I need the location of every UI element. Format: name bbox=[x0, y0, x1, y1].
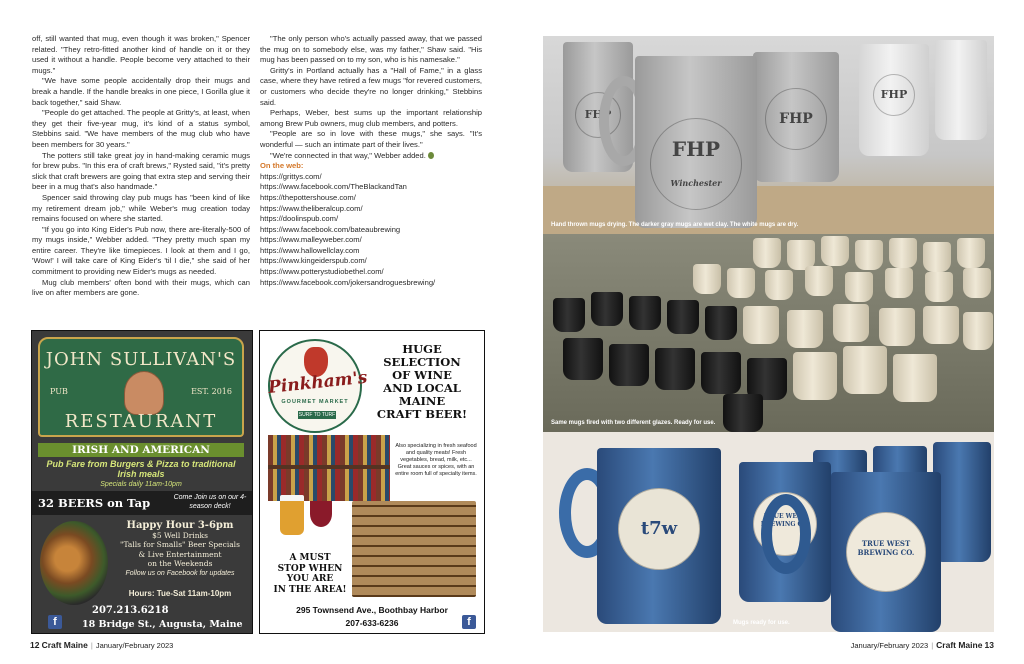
specials-text: Specials daily 11am-10pm bbox=[100, 481, 182, 488]
paragraph: Mug club members' often bond with their mugs, which can live on after members are gone. bbox=[32, 277, 250, 298]
cream-mug bbox=[843, 346, 887, 394]
article-column-2 bbox=[260, 34, 482, 288]
happy-hour-title: Happy Hour 3-6pm bbox=[126, 520, 234, 531]
white-mug bbox=[935, 40, 987, 140]
black-mug bbox=[667, 300, 699, 334]
address: 18 Bridge St., Augusta, Maine bbox=[82, 619, 243, 630]
closing-quote: "We're connected in that way," Webber added. bbox=[270, 150, 426, 160]
photo-drying-mugs bbox=[543, 36, 994, 234]
beers-bar bbox=[32, 491, 252, 515]
must-line: A MUST bbox=[289, 553, 331, 563]
cream-mug bbox=[963, 312, 993, 350]
photo-caption: Same mugs fired with two different glazes. Ready for use. bbox=[551, 420, 716, 426]
restaurant-sign bbox=[38, 337, 244, 437]
black-mug bbox=[701, 352, 741, 394]
black-mug bbox=[553, 298, 585, 332]
wine-shelf-photo bbox=[352, 501, 476, 597]
web-link[interactable]: https://www.malleyweber.com/ bbox=[260, 235, 362, 245]
hours-text: Hours: Tue-Sat 11am-10pm bbox=[128, 589, 232, 598]
irish-american-banner: IRISH AND AMERICAN bbox=[38, 443, 244, 457]
white-mug bbox=[859, 44, 929, 156]
headline-line: HUGE bbox=[402, 342, 442, 356]
headline-line: SELECTION bbox=[383, 355, 461, 369]
magazine-name: Craft Maine bbox=[936, 640, 983, 650]
page-number-right: 13 bbox=[984, 640, 994, 650]
paragraph: "The only person who's actually passed away, that we passed the mug on to somebody else, was my father," Shaw said. "His mug has been passed on to my son, who is his namesake." bbox=[260, 34, 482, 65]
restaurant-name: JOHN SULLIVAN'S bbox=[45, 349, 237, 370]
cream-mug bbox=[727, 268, 755, 298]
wine-glass-icon bbox=[310, 501, 332, 527]
end-mark-icon bbox=[428, 152, 434, 159]
paragraph: off, still wanted that mug, even though it was broken," Spencer related. "They retro-fitted another kind of handle on it or they used it without a handle. People become very attached to their mugs." bbox=[32, 34, 250, 75]
store-shelf-photo bbox=[268, 435, 390, 501]
cream-mug bbox=[889, 238, 917, 268]
mug-label bbox=[650, 118, 742, 210]
happy-line: "Talls for Smalls" Beer Specials bbox=[120, 540, 240, 549]
photo-caption: Hand thrown mugs drying. The darker gray mugs are wet clay. The white mugs are dry. bbox=[551, 222, 799, 228]
black-mug bbox=[629, 296, 661, 330]
cream-mug bbox=[855, 240, 883, 270]
winchester-text: Winchester bbox=[670, 178, 722, 188]
paragraph: "People do get attached. The people at Gritty's, at least, when they get their five-year mug, it's kind of a status symbol, Stebbins said. "We have members of the mug club who have been members for 30 years." bbox=[32, 108, 250, 149]
must-stop-text bbox=[268, 553, 352, 595]
deck-text: Come Join us on our 4-season deck! bbox=[173, 494, 247, 510]
footer-right: January/February 2023 | Craft Maine 13 bbox=[850, 640, 994, 650]
happy-hour-block bbox=[112, 521, 248, 578]
black-mug bbox=[723, 394, 763, 432]
headline-line: CRAFT BEER! bbox=[376, 407, 468, 421]
mug-label: FHP bbox=[575, 92, 621, 138]
paragraph: Gritty's in Portland actually has a "Hall of Fame," in a glass case, where they have retired a few mugs "for revered customers, or customers who decide they're no longer drinking," Stebbins said. bbox=[260, 65, 482, 107]
cream-mug bbox=[963, 268, 991, 298]
blue-mug bbox=[933, 442, 991, 562]
follow-text: Follow us on Facebook for updates bbox=[125, 569, 235, 577]
phone-number: 207-633-6236 bbox=[345, 618, 399, 628]
web-link[interactable]: https://thepottershouse.com/ bbox=[260, 192, 356, 202]
sign-pub: PUB bbox=[50, 387, 68, 396]
cream-mug bbox=[753, 238, 781, 268]
photo-glazed-mugs bbox=[543, 234, 994, 432]
ad-pinkhams bbox=[259, 330, 485, 634]
mug-label: FHP bbox=[765, 88, 827, 150]
cream-mug bbox=[805, 266, 833, 296]
web-link[interactable]: https://www.potterystudiobethel.com/ bbox=[260, 267, 384, 277]
sign-restaurant: RESTAURANT bbox=[64, 411, 218, 432]
cream-mug bbox=[743, 306, 779, 344]
cream-mug bbox=[833, 304, 869, 342]
paragraph: "People are so in love with these mugs," she says. "It's wonderful — such an intimate part of their lives." bbox=[260, 129, 482, 149]
cream-mug bbox=[845, 272, 873, 302]
mug-handle bbox=[761, 494, 811, 574]
food-photo bbox=[40, 521, 108, 605]
facebook-icon: f bbox=[48, 615, 62, 629]
web-link[interactable]: https://www.kingeiderspub.com/ bbox=[260, 256, 367, 266]
issue-date: January/February 2023 bbox=[95, 641, 174, 650]
black-mug bbox=[563, 338, 603, 380]
beers-on-tap: 32 BEERS on Tap bbox=[38, 496, 151, 510]
beer-glass-icon bbox=[280, 495, 304, 535]
cream-mug bbox=[885, 268, 913, 298]
boxer-illustration bbox=[124, 371, 164, 415]
blue-mug-truewest-front bbox=[831, 472, 941, 632]
cream-mug bbox=[957, 238, 985, 268]
must-line: STOP WHEN bbox=[277, 563, 343, 574]
black-mug bbox=[705, 306, 737, 340]
happy-line: & Live Entertainment bbox=[138, 549, 222, 559]
headline bbox=[366, 343, 478, 421]
black-mug bbox=[609, 344, 649, 386]
gourmet-market: GOURMET MARKET bbox=[281, 399, 349, 405]
cream-mug bbox=[793, 352, 837, 400]
must-line: IN THE AREA! bbox=[273, 584, 347, 595]
blue-mug-t7w bbox=[597, 448, 721, 624]
mug-label: FHP bbox=[873, 74, 915, 116]
black-mug bbox=[591, 292, 623, 326]
headline-line: AND LOCAL bbox=[383, 381, 461, 395]
happy-line: on the Weekends bbox=[147, 559, 213, 568]
page-number-left: 12 bbox=[30, 640, 40, 650]
ad-john-sullivans bbox=[31, 330, 253, 634]
cream-mug bbox=[923, 242, 951, 272]
paragraph: "If you go into King Eider's Pub now, there are-literally-500 of my mugs inside," Webber added. "They pretty much span my entire career. They're like timepieces. I look at them and I go, 'Wow!' I will take care of King Eider's 'til I die," she said of her commitment to providing new Eider's mugs as needed. bbox=[32, 224, 250, 277]
pinkhams-name: Pinkham's bbox=[267, 367, 369, 398]
cream-mug bbox=[925, 272, 953, 302]
cream-mug bbox=[693, 264, 721, 294]
t7w-label: t7w bbox=[618, 488, 700, 570]
grey-mug-front bbox=[635, 56, 757, 228]
web-link[interactable]: https://www.hallowellclay.com bbox=[260, 245, 360, 255]
paragraph: Perhaps, Weber, best sums up the important relationship among Brew Pub owners, mug club members, and potters. bbox=[260, 108, 482, 128]
truewest-label: TRUE WEST BREWING CO. bbox=[753, 492, 817, 556]
sign-est: EST. 2016 bbox=[191, 387, 232, 396]
surf-to-turf: SURF TO TURF bbox=[298, 412, 336, 418]
paragraph: Spencer said throwing clay pub mugs has "been kind of like my retirement dream job," while Weber's mug creation today remains focused on where she started. bbox=[32, 192, 250, 224]
headline-line: MAINE bbox=[398, 394, 446, 408]
issue-date: January/February 2023 bbox=[850, 641, 929, 650]
cream-mug bbox=[879, 308, 915, 346]
facebook-icon: f bbox=[462, 615, 476, 629]
cream-mug bbox=[821, 236, 849, 266]
grey-mug bbox=[753, 52, 839, 182]
pub-fare-text: Pub Fare from Burgers & Pizza to traditional Irish meals bbox=[46, 459, 236, 479]
photo-caption: Mugs ready for use. bbox=[733, 620, 790, 626]
magazine-name: Craft Maine bbox=[41, 640, 88, 650]
paragraph: "We have some people accidentally drop their mugs and break a handle. If the handle breaks in one piece, I Gorilla glue it back together," said Shaw. bbox=[32, 76, 250, 107]
also-specializing-text: Also specializing in fresh seafood and quality meats! Fresh vegetables, bread, milk, etc... Great sauces or spices, with an entire room full of specialty items. bbox=[395, 443, 477, 477]
happy-line: $5 Well Drinks bbox=[152, 530, 208, 540]
must-line: YOU ARE bbox=[286, 574, 334, 584]
paragraph bbox=[260, 151, 482, 162]
web-heading: On the web: bbox=[260, 161, 304, 171]
fhp-text: FHP bbox=[671, 137, 721, 161]
cream-mug bbox=[765, 270, 793, 300]
photo-blue-mugs bbox=[543, 432, 994, 632]
web-link[interactable]: https://doolinspub.com/ bbox=[260, 214, 339, 224]
black-mug bbox=[655, 348, 695, 390]
address: 295 Townsend Ave., Boothbay Harbor bbox=[296, 605, 448, 615]
web-link[interactable]: https://www.theliberalcup.com/ bbox=[260, 203, 363, 213]
web-link[interactable]: https://www.facebook.com/jokersandroguesbrewing/ bbox=[260, 277, 436, 287]
pinkhams-logo bbox=[267, 339, 369, 433]
article-column-1 bbox=[32, 34, 250, 299]
web-link[interactable]: https://www.facebook.com/bateaubrewing bbox=[260, 224, 401, 234]
web-link[interactable]: https://www.facebook.com/TheBlackandTan bbox=[260, 182, 407, 192]
web-link[interactable]: https://grittys.com/ bbox=[260, 171, 322, 181]
phone-number: 207.213.6218 bbox=[92, 605, 169, 616]
headline-line: OF WINE bbox=[392, 368, 452, 382]
paragraph: The potters still take great joy in hand-making ceramic mugs for brew pubs. "In this era of craft brews," Rysted said, "it's pretty slick that craft brewers are going that extra step and serving their beer in a mug that's also handmade." bbox=[32, 150, 250, 192]
cream-mug bbox=[923, 306, 959, 344]
cream-mug bbox=[787, 310, 823, 348]
cream-mug bbox=[893, 354, 937, 402]
footer-left: 12 Craft Maine | January/February 2023 bbox=[30, 640, 174, 650]
truewest-label: TRUE WEST BREWING CO. bbox=[846, 512, 926, 592]
